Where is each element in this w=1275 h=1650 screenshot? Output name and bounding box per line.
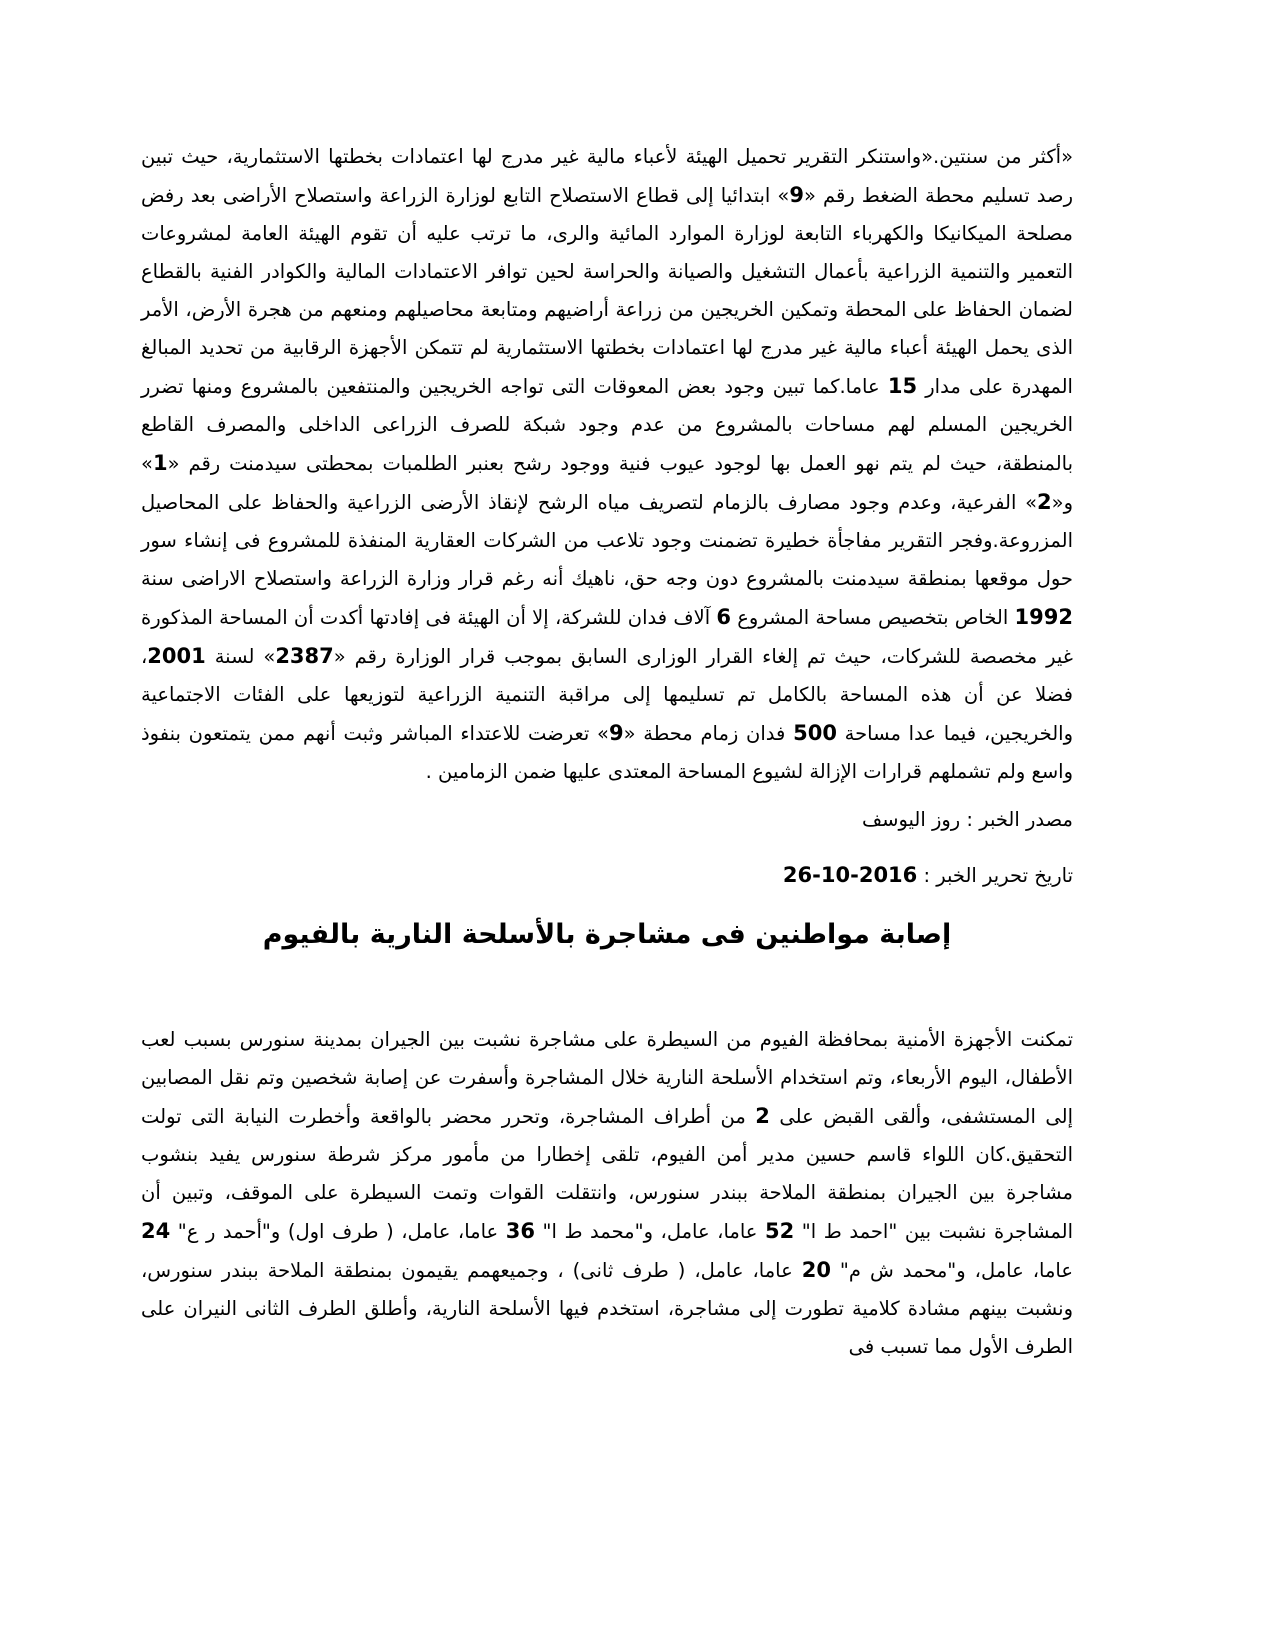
document-page xyxy=(141,138,1073,1366)
number: 20 xyxy=(801,1258,831,1282)
number: 6 xyxy=(716,605,732,629)
number: 2 xyxy=(1037,490,1052,514)
number: 9 xyxy=(608,721,624,745)
text-run: تمكنت الأجهزة الأمنية بمحافظة الفيوم من السيطرة على مشاجرة نشبت بين الجيران بمدينة سنورس بسبب لعب الأطفال، اليوم الأربعاء، وتم استخدام الأسلحة النارية خلال المشاجرة وأسفرت عن إصابة شخصين وتم نقل المصابين إلى المستشفى، وألقى القبض على xyxy=(141,1028,1074,1128)
number: 1992 xyxy=(1014,605,1073,629)
text-run: «أكثر من سنتين.«واستنكر التقرير تحميل الهيئة لأعباء مالية غير مدرج لها اعتمادات بخطتها الاستثمارية، حيث تبين رصد تسليم محطة الضغط رقم « xyxy=(141,145,1073,207)
text-run: آلاف فدان للشركة، إلا أن الهيئة فى إفادتها أكدت أن المساحة المذكورة غير مخصصة للشركات، حيث تم إلغاء القرار الوزارى السابق بموجب قرار الوزارة رقم « xyxy=(141,606,1073,668)
text-run: فدان زمام محطة « xyxy=(623,722,794,745)
news-source: مصدر الخبر : روز اليوسف xyxy=(861,808,1073,831)
number: 24 xyxy=(141,1219,171,1243)
text-run: » الفرعية، وعدم وجود مصارف بالزمام لتصريف مياه الرشح لإنقاذ الأرضى الزراعية والحفاظ على المحاصيل المزروعة.وفجر التقرير مفاجأة خطيرة تضمنت وجود تلاعب من الشركات العقارية المنفذة للمشروع فى إنشاء سور حول موقعها بمنطقة سيدمنت بالمشروع دون وجه حق، ناهيك أنه رغم قرار وزارة الزراعة واستصلاح الاراضى سنة xyxy=(141,491,1073,590)
article-1-body xyxy=(141,138,1073,791)
text-run: عاما، عامل، ( طرف اول) و"أحمد ر ع" xyxy=(170,1220,506,1243)
text-run: من أطراف المشاجرة، وتحرر محضر بالواقعة وأخطرت النيابة التى تولت التحقيق.كان اللواء قاسم حسين مدير أمن الفيوم، تلقى إخطارا من مأمور مركز شرطة سنورس يفيد بنشوب مشاجرة بين الجيران بمنطقة الملاحة ببندر سنورس، وانتقلت القوات وتمت السيطرة على الموقف، وتبين أن المشاجرة نشبت بين "احمد ط ا" xyxy=(141,1105,1073,1243)
number: 2387 xyxy=(275,644,334,668)
text-run: عاما، عامل، ( طرف ثانى) ، وجميعهمم يقيمون بمنطقة الملاحة ببندر سنورس، ونشبت بينهم مشادة كلامية تطورت إلى مشاجرة، استخدم فيها الأسلحة النارية، وأطلق الطرف الثانى النيران على الطرف الأول مما تسبب فى xyxy=(141,1259,1073,1358)
article-2-body xyxy=(141,1021,1073,1366)
text-run: ، فضلا عن أن هذه المساحة بالكامل تم تسليمها إلى مراقبة التنمية الزراعية لتوزيعها على الفئات الاجتماعية والخريجين، فيما عدا مساحة xyxy=(141,645,1073,745)
text-run: » و« xyxy=(141,452,1073,514)
number: 36 xyxy=(505,1219,535,1243)
text-run: » ابتدائيا إلى قطاع الاستصلاح التابع لوزارة الزراعة واستصلاح الأراضى بعد رفض مصلحة الميكانيكا والكهرباء التابعة لوزارة الموارد المائية والرى، ما ترتب عليه أن تقوم الهيئة العامة لمشروعات التعمير والتنمية الزراعية بأعمال التشغيل والصيانة والحراسة لحين توافر الاعتمادات المالية والكوادر الفنية بالقطاع لضمان الحفاظ على المحطة وتمكين الخريجين من زراعة أراضيهم ومتابعة محاصيلهم ومنعهم من هجرة الأرض، الأمر الذى يحمل الهيئة أعباء مالية غير مدرج لها اعتمادات بخطتها الاستثمارية لم تتمكن الأجهزة الرقابية من تحديد المبالغ المهدرة على مدار xyxy=(141,184,1073,398)
text-run: » تعرضت للاعتداء المباشر وثبت أنهم ممن يتمتعون بنفوذ واسع ولم تشملهم قرارات الإزالة لشيوع المساحة المعتدى عليها ضمن الزمامين . xyxy=(141,722,1073,783)
number: 500 xyxy=(793,721,837,745)
text-run: الخاص بتخصيص مساحة المشروع xyxy=(731,606,1015,629)
number: 2 xyxy=(755,1104,770,1128)
date-value: 2016-10-26 xyxy=(782,863,918,887)
number: 15 xyxy=(887,374,918,398)
text-run: عاما، عامل، و"محمد ط ا" xyxy=(534,1220,766,1243)
number: 52 xyxy=(765,1219,795,1243)
text-run: عاما، عامل، و"محمد ش م" xyxy=(830,1259,1073,1282)
article-2-headline: إصابة مواطنين فى مشاجرة بالأسلحة النارية بالفيوم xyxy=(262,919,952,950)
date-label: تاريخ تحرير الخبر : xyxy=(917,864,1073,887)
news-date xyxy=(141,856,1073,895)
number: 9 xyxy=(789,183,804,207)
text-run: عاما.كما تبين وجود بعض المعوقات التى تواجه الخريجين والمنتفعين بالمشروع ومنها تضرر الخريجين المسلم لهم مساحات بالمشروع من عدم وجود شبكة للصرف الزراعى الداخلى والمصرف القاطع بالمنطقة، حيث لم يتم نهو العمل بها لوجود عيوب فنية ووجود رشح بعنبر الطلمبات بمحطتى سيدمنت رقم « xyxy=(141,375,1073,475)
number: 2001 xyxy=(147,644,206,668)
number: 1 xyxy=(152,451,168,475)
text-run: » لسنة xyxy=(205,645,276,668)
